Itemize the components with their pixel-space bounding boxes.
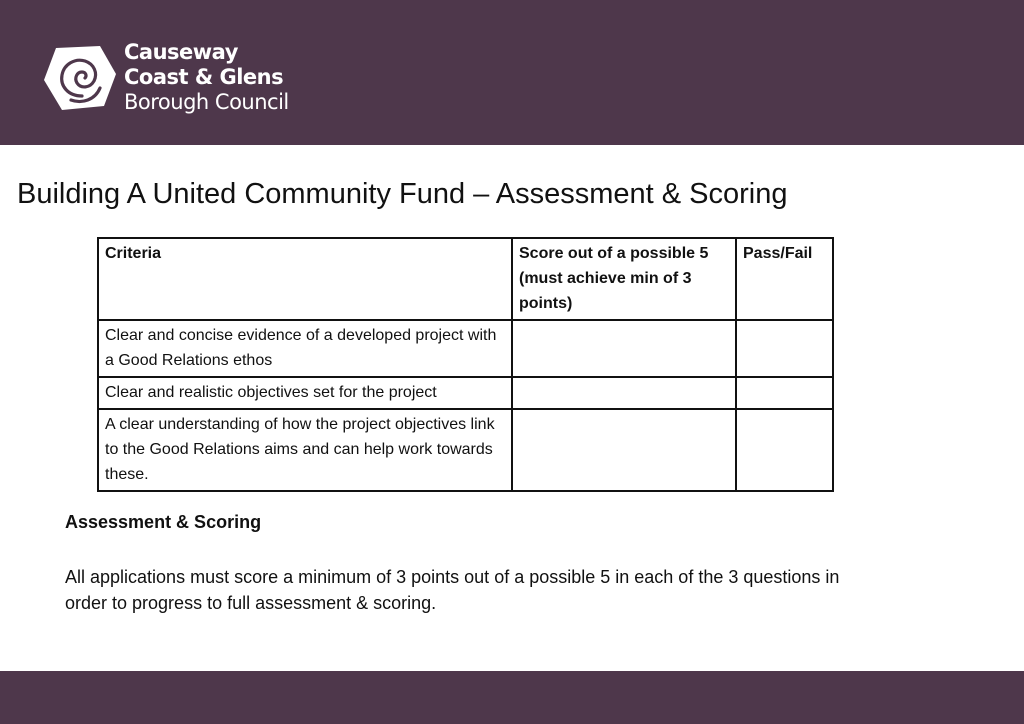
criteria-cell: A clear understanding of how the project objectives link to the Good Relations aims and can help work towards these. (98, 409, 512, 491)
table-row (98, 377, 833, 409)
footer-band (0, 671, 1024, 724)
page-title: Building A United Community Fund – Assessment & Scoring (17, 178, 788, 210)
pass-fail-cell (736, 409, 833, 491)
score-cell (512, 320, 736, 377)
column-header-pass-fail: Pass/Fail (736, 238, 833, 320)
section-heading: Assessment & Scoring (65, 512, 262, 532)
criteria-cell: Clear and realistic objectives set for the project (98, 377, 512, 409)
spiral-hexagon-logo-icon (42, 44, 118, 112)
criteria-table (97, 237, 834, 492)
table-row (98, 409, 833, 491)
criteria-cell: Clear and concise evidence of a developed project with a Good Relations ethos (98, 320, 512, 377)
council-logo (42, 40, 302, 116)
column-header-score: Score out of a possible 5 (must achieve min of 3 points) (512, 238, 736, 320)
section-body-text: All applications must score a minimum of 3 points out of a possible 5 in each of the 3 questions in order to progress to full assessment & scoring. (65, 567, 840, 613)
table-row (98, 320, 833, 377)
logo-line-1: Causeway (124, 40, 238, 64)
logo-line-3: Borough Council (124, 90, 289, 114)
score-cell (512, 377, 736, 409)
column-header-criteria: Criteria (98, 238, 512, 320)
header-band (0, 0, 1024, 145)
logo-line-2: Coast & Glens (124, 65, 284, 89)
table-header-row (98, 238, 833, 320)
pass-fail-cell (736, 320, 833, 377)
logo-wordmark (124, 40, 289, 115)
pass-fail-cell (736, 377, 833, 409)
score-cell (512, 409, 736, 491)
